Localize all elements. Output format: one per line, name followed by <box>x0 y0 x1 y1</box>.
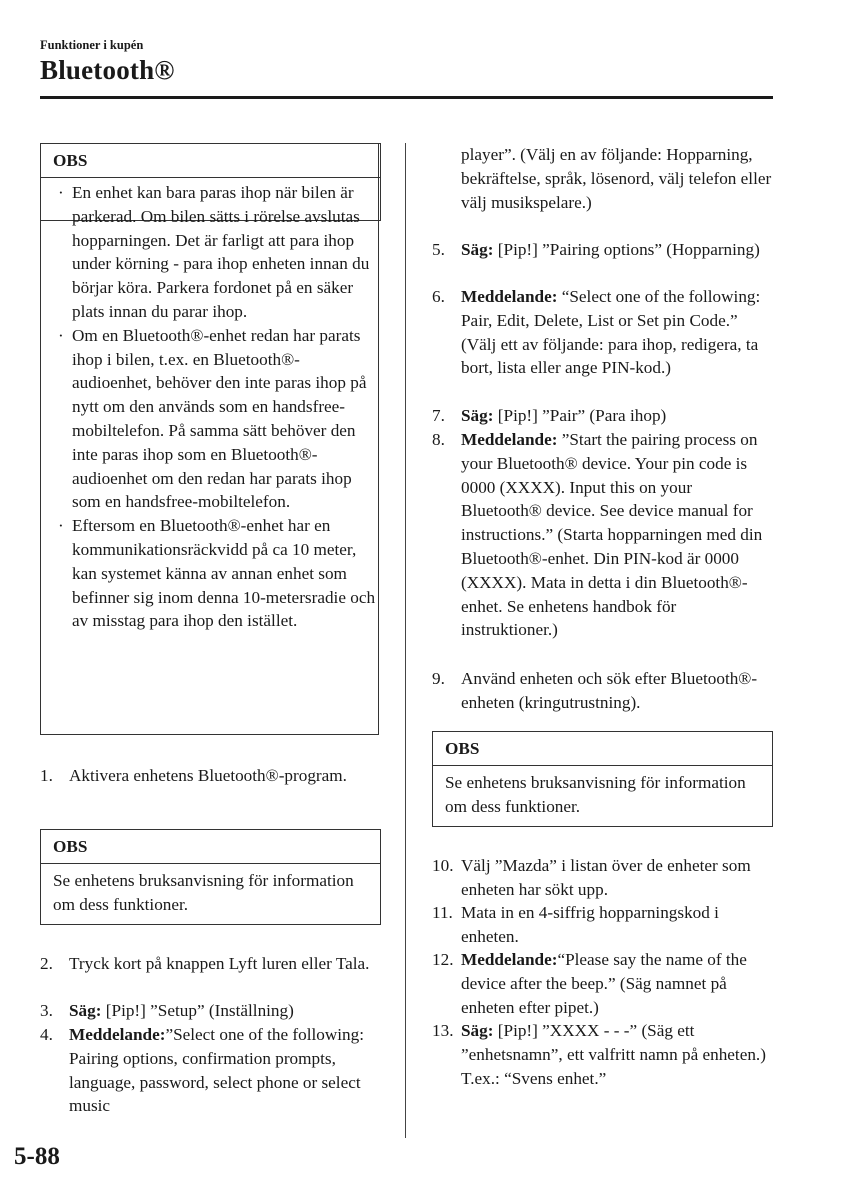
step-number: 4. <box>40 1025 53 1044</box>
step-text: Aktivera enhetens Bluetooth®-program. <box>69 766 347 785</box>
bullet-mark: · <box>58 516 64 536</box>
bullet-mark: · <box>58 183 64 202</box>
step-text <box>461 428 777 642</box>
obs-box-manual <box>40 829 381 925</box>
step-body: “Select one of the following: Pair, Edit, Delete, List or Set pin Code.” (Välj ett av följande: para ihop, redigera, ta bort, lista eller ange PIN-kod.) <box>461 287 761 378</box>
step-item <box>432 285 777 380</box>
step-item <box>432 854 777 902</box>
step-text: Välj ”Mazda” i listan över de enheter som enheten har sökt upp. <box>461 856 751 899</box>
step-number: 7. <box>432 406 445 425</box>
step-text <box>69 1023 380 1118</box>
obs-heading: OBS <box>41 144 380 178</box>
page-title: Bluetooth® <box>40 55 175 85</box>
header-rule <box>40 96 773 99</box>
step-number: 10. <box>432 856 454 875</box>
step-text <box>69 999 380 1023</box>
step-body: [Pip!] ”Setup” (Inställning) <box>101 1001 294 1020</box>
step-item <box>432 667 777 715</box>
step-item <box>40 999 380 1023</box>
step-number: 12. <box>432 950 454 969</box>
step-body: ”Start the pairing process on your Bluetooth® device. Your pin code is 0000 (XXXX). Input this on your Bluetooth® device. See device manual for instructions.” (Starta hopparningen med din Bluetooth®-enhet. Din PIN-kod är 0000 (XXXX). Mata in detta i din Bluetooth®-enhet. Se enhetens handbok för instruktioner.) <box>461 430 763 640</box>
step-body: [Pip!] ”XXXX - - -” (Säg ett ”enhetsnamn”, ett valfritt namn på enheten.) <box>461 1021 766 1064</box>
step-item <box>432 428 777 642</box>
obs-bullet <box>54 181 376 324</box>
step-text: Tryck kort på knappen Lyft luren eller Tala. <box>69 954 370 973</box>
bullet-text: Om en Bluetooth®-enhet redan har parats ihop i bilen, t.ex. en Bluetooth®-audioenhet, behöver den inte paras ihop på nytt om den används som en handsfree-mobiltelefon. På samma sätt behöver den inte paras ihop som en Bluetooth®-audioenhet om den redan har parats ihop som en handsfree-mobiltelefon. <box>72 325 367 512</box>
obs-bullet <box>54 514 376 633</box>
obs-heading: OBS <box>41 830 380 864</box>
step-body: [Pip!] ”Pair” (Para ihop) <box>493 406 667 425</box>
step-item <box>40 764 380 788</box>
section-label: Funktioner i kupén <box>40 38 144 52</box>
step-keyword: Säg: <box>69 1001 102 1020</box>
step-keyword: Säg: <box>461 240 494 259</box>
step-number: 3. <box>40 1001 53 1020</box>
step-keyword: Meddelande: <box>461 950 558 969</box>
obs-heading: OBS <box>433 732 772 766</box>
step-keyword: Meddelande: <box>461 430 558 449</box>
continued-text: player”. (Välj en av följande: Hopparning, bekräftelse, språk, lösenord, välj telefon eller välj musikspelare.) <box>461 145 772 212</box>
step-number: 5. <box>432 240 445 259</box>
step-number: 1. <box>40 766 53 785</box>
step-keyword: Säg: <box>461 406 494 425</box>
step-text <box>461 1019 777 1090</box>
bullet-text: En enhet kan bara paras ihop när bilen är parkerad. Om bilen sätts i rörelse avslutas hopparningen. Det är farligt att para ihop under körning - para ihop enheten innan du börjar köra. Parkera fordonet på en säker plats innan du parar ihop. <box>72 183 370 321</box>
step-text <box>461 238 777 262</box>
step-number: 8. <box>432 430 445 449</box>
step-text <box>461 404 777 428</box>
step-body: ”Select one of the following: Pairing options, confirmation prompts, language, password, select phone or select music <box>69 1025 364 1116</box>
step-item <box>432 901 777 949</box>
bullet-text: Eftersom en Bluetooth®-enhet har en kommunikationsräckvidd på ca 10 meter, kan systemet känna av annan enhet som befinner sig inom denna 10-metersradie och av misstag para ihop den istället. <box>72 516 376 631</box>
step-body: [Pip!] ”Pairing options” (Hopparning) <box>493 240 760 259</box>
step-item <box>432 1019 777 1090</box>
step-number: 13. <box>432 1021 454 1040</box>
step-text <box>461 285 777 380</box>
step-keyword: Meddelande: <box>461 287 558 306</box>
obs-body: Se enhetens bruksanvisning för information om dess funktioner. <box>445 773 746 816</box>
bullet-mark: · <box>58 325 64 345</box>
step-item <box>432 404 777 428</box>
step-text: Mata in en 4-siffrig hopparningskod i enheten. <box>461 903 719 946</box>
step-number: 11. <box>432 903 453 922</box>
step-item <box>40 1023 380 1118</box>
obs-bullet-list <box>54 181 376 633</box>
step-number: 9. <box>432 669 445 688</box>
step-keyword: Meddelande: <box>69 1025 166 1044</box>
step-item <box>432 238 777 262</box>
step-text <box>461 948 777 1019</box>
step-number: 2. <box>40 954 53 973</box>
step-keyword: Säg: <box>461 1021 494 1040</box>
step-item <box>432 948 777 1019</box>
step-number: 6. <box>432 287 445 306</box>
column-divider <box>405 143 406 1138</box>
obs-body: Se enhetens bruksanvisning för information om dess funktioner. <box>53 871 354 914</box>
page-number: 5-88 <box>14 1143 60 1170</box>
step-example: T.ex.: “Svens enhet.” <box>461 1068 607 1088</box>
step-body: “Please say the name of the device after the beep.” (Säg namnet på enheten efter pipet.) <box>461 950 747 1017</box>
obs-box-manual <box>432 731 773 827</box>
step-text: Använd enheten och sök efter Bluetooth®-enheten (kringutrustning). <box>461 669 758 712</box>
step-item <box>40 952 380 976</box>
obs-bullet <box>54 324 376 514</box>
